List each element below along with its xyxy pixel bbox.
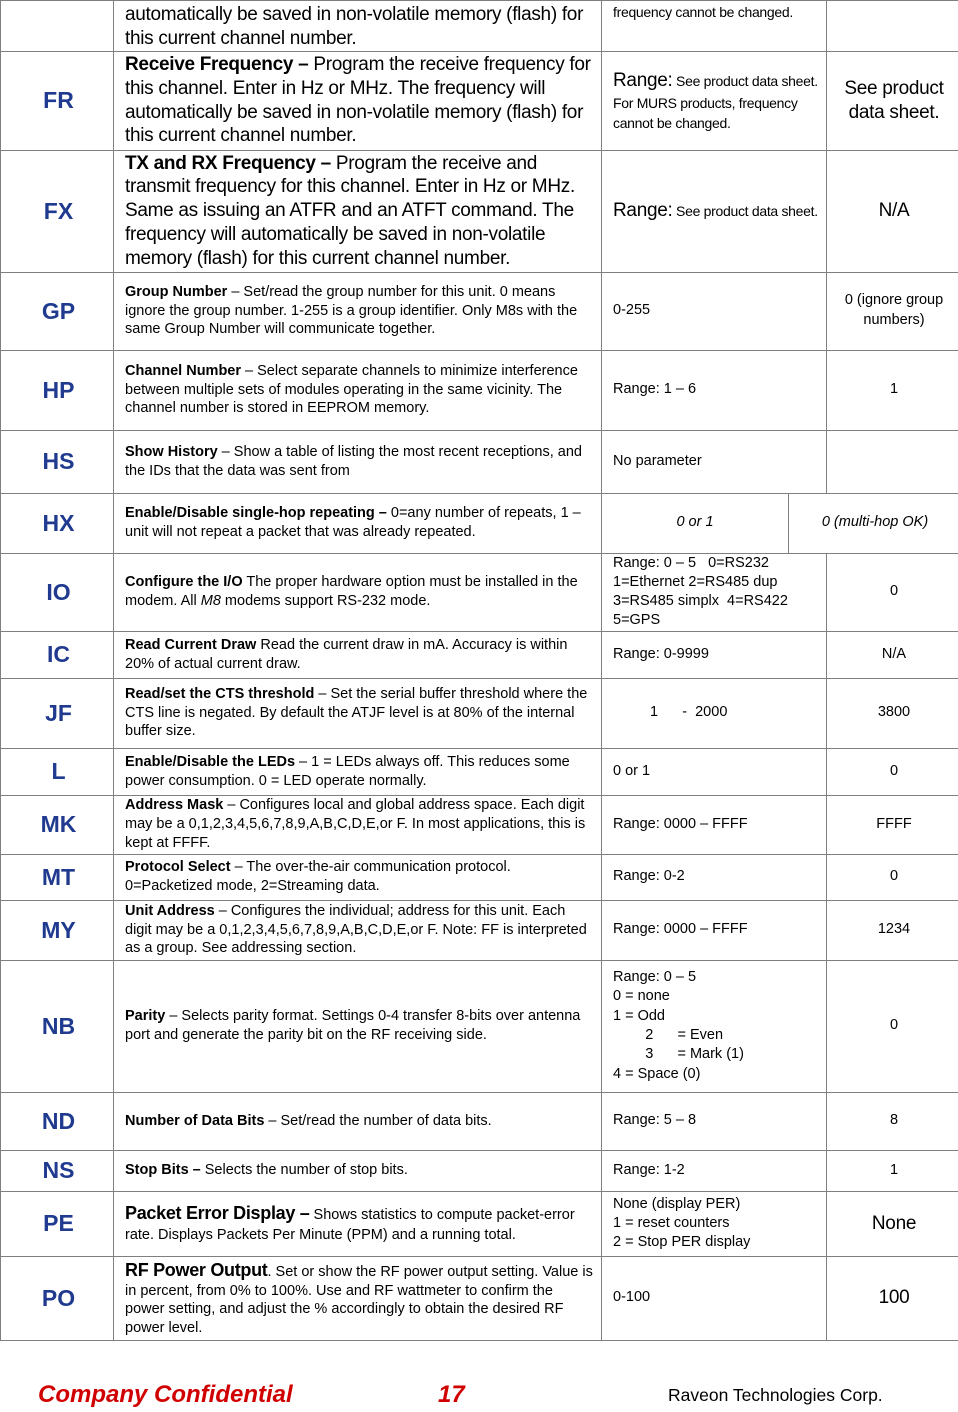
- table-row: [1, 1092, 958, 1150]
- command-default: [827, 1, 958, 52]
- command-code: [1, 1, 114, 52]
- command-description: Number of Data Bits – Set/read the number of data bits.: [114, 1092, 602, 1150]
- command-range: No parameter: [602, 430, 827, 493]
- command-code: MK: [1, 795, 114, 854]
- command-description: Show History – Show a table of listing the most recent receptions, and the IDs that the data was sent from: [114, 430, 602, 493]
- table-row: [1, 1191, 958, 1256]
- command-default: 0 (ignore group numbers): [827, 272, 958, 350]
- command-description: Protocol Select – The over-the-air communication protocol. 0=Packetized mode, 2=Streaming data.: [114, 854, 602, 900]
- table-row: [1, 1256, 958, 1340]
- command-default: 0: [827, 960, 958, 1092]
- command-code: MY: [1, 900, 114, 960]
- table-row: [1, 748, 958, 795]
- command-description: automatically be saved in non-volatile memory (flash) for this current channel number.: [114, 1, 602, 52]
- command-code: GP: [1, 272, 114, 350]
- table-row: [1, 1150, 958, 1191]
- command-description: Stop Bits – Selects the number of stop bits.: [114, 1150, 602, 1191]
- command-default: 1: [827, 350, 958, 430]
- command-range: None (display PER) 1 = reset counters 2 = Stop PER display: [602, 1191, 827, 1256]
- command-code: FR: [1, 51, 114, 150]
- command-range: Range: 1-2: [602, 1150, 827, 1191]
- table-row: [1, 51, 958, 150]
- command-range: 0 or 1: [602, 748, 827, 795]
- command-description: Configure the I/O The proper hardware option must be installed in the modem. All M8 modems support RS-232 mode.: [114, 553, 602, 631]
- command-code: JF: [1, 678, 114, 748]
- table-row: [1, 960, 958, 1092]
- table-row: [1, 150, 958, 272]
- command-code: ND: [1, 1092, 114, 1150]
- command-code: PE: [1, 1191, 114, 1256]
- command-description: Read/set the CTS threshold – Set the serial buffer threshold where the CTS line is negated. By default the ATJF level is at 80% of the internal buffer size.: [114, 678, 602, 748]
- command-code: IO: [1, 553, 114, 631]
- command-default: 0: [827, 748, 958, 795]
- command-default: N/A: [827, 150, 958, 272]
- confidential-label: Company Confidential: [38, 1381, 293, 1408]
- table-row: [1, 1, 958, 52]
- command-range: Range: 0-2: [602, 854, 827, 900]
- command-range: Range: See product data sheet.: [602, 150, 827, 272]
- command-code: IC: [1, 631, 114, 678]
- command-description: Address Mask – Configures local and global address space. Each digit may be a 0,1,2,3,4,5,6,7,8,9,A,B,C,D,E,or F. In most applications, this is kept at FFFF.: [114, 795, 602, 854]
- page-footer: [0, 1381, 958, 1411]
- table-row: [1, 678, 958, 748]
- command-range: 1 - 2000: [602, 678, 827, 748]
- command-range: Range: 0 – 5 0 = none 1 = Odd 2 = Even 3 = Mark (1) 4 = Space (0): [602, 960, 827, 1092]
- command-default: See product data sheet.: [827, 51, 958, 150]
- command-description: Group Number – Set/read the group number for this unit. 0 means ignore the group number. 1-255 is a group identifier. Only M8s with the same Group Number will communicate together.: [114, 272, 602, 350]
- command-range: Range: 1 – 6: [602, 350, 827, 430]
- table-row: [1, 272, 958, 350]
- command-description: Receive Frequency – Program the receive frequency for this channel. Enter in Hz or MHz. The frequency will automatically be saved in non-volatile memory (flash) for this current channel number.: [114, 51, 602, 150]
- table-row: [1, 430, 958, 493]
- command-default: None: [827, 1191, 958, 1256]
- command-code: FX: [1, 150, 114, 272]
- command-default: 0 (multi-hop OK): [789, 493, 958, 553]
- table-row: [1, 900, 958, 960]
- command-range: Range: 0 – 5 0=RS232 1=Ethernet 2=RS485 dup 3=RS485 simplx 4=RS422 5=GPS: [602, 553, 827, 631]
- command-description: Enable/Disable single-hop repeating – 0=any number of repeats, 1 – unit will not repeat a packet that was already repeated.: [114, 493, 602, 553]
- table-row: [1, 854, 958, 900]
- command-range: Range: 0000 – FFFF: [602, 795, 827, 854]
- command-default: 100: [827, 1256, 958, 1340]
- command-description: Packet Error Display – Shows statistics to compute packet-error rate. Displays Packets Per Minute (PPM) and a running total.: [114, 1191, 602, 1256]
- command-code: L: [1, 748, 114, 795]
- command-default: N/A: [827, 631, 958, 678]
- command-range: Range: 5 – 8: [602, 1092, 827, 1150]
- command-description: Parity – Selects parity format. Settings 0-4 transfer 8-bits over antenna port and generate the parity bit on the RF receiving side.: [114, 960, 602, 1092]
- command-range: 0 or 1: [602, 493, 789, 553]
- command-description: Unit Address – Configures the individual; address for this unit. Each digit may be a 0,1,2,3,4,5,6,7,8,9,A,B,C,D,E,or F. Note: FF is interpreted as a group. See addressing section.: [114, 900, 602, 960]
- command-default: [827, 430, 958, 493]
- command-code: PO: [1, 1256, 114, 1340]
- command-description: Channel Number – Select separate channels to minimize interference between multiple sets of modules operating in the same vicinity. The channel number is stored in EEPROM memory.: [114, 350, 602, 430]
- table-row: [1, 795, 958, 854]
- command-code: HS: [1, 430, 114, 493]
- command-range: Range: 0000 – FFFF: [602, 900, 827, 960]
- command-range: Range: 0-9999: [602, 631, 827, 678]
- command-range: 0-255: [602, 272, 827, 350]
- command-description: TX and RX Frequency – Program the receive and transmit frequency for this channel. Enter in Hz or MHz. Same as issuing an ATFR and an ATFT command. The frequency will automatically be saved in non-volatile memory (flash) for this current channel number.: [114, 150, 602, 272]
- table-row: [1, 350, 958, 430]
- command-description: Enable/Disable the LEDs – 1 = LEDs always off. This reduces some power consumption. 0 = LED operate normally.: [114, 748, 602, 795]
- command-default: 1234: [827, 900, 958, 960]
- table-row: [1, 493, 958, 553]
- command-code: NB: [1, 960, 114, 1092]
- table-row: [1, 553, 958, 631]
- command-default: 8: [827, 1092, 958, 1150]
- command-range: Range: See product data sheet. For MURS products, frequency cannot be changed.: [602, 51, 827, 150]
- table-row: [1, 631, 958, 678]
- command-description: Read Current Draw Read the current draw in mA. Accuracy is within 20% of actual current draw.: [114, 631, 602, 678]
- command-range: frequency cannot be changed.: [602, 1, 827, 52]
- command-default: FFFF: [827, 795, 958, 854]
- page-number: 17: [438, 1381, 465, 1408]
- command-code: NS: [1, 1150, 114, 1191]
- command-code: MT: [1, 854, 114, 900]
- command-range: 0-100: [602, 1256, 827, 1340]
- command-default: 3800: [827, 678, 958, 748]
- company-name: Raveon Technologies Corp.: [668, 1385, 883, 1405]
- command-default: 0: [827, 854, 958, 900]
- command-default: 1: [827, 1150, 958, 1191]
- command-code: HX: [1, 493, 114, 553]
- command-default: 0: [827, 553, 958, 631]
- command-code: HP: [1, 350, 114, 430]
- command-description: RF Power Output. Set or show the RF power output setting. Value is in percent, from 0% to 100%. Use and RF wattmeter to confirm the power setting, and adjust the % accordingly to obtain the desired RF power level.: [114, 1256, 602, 1340]
